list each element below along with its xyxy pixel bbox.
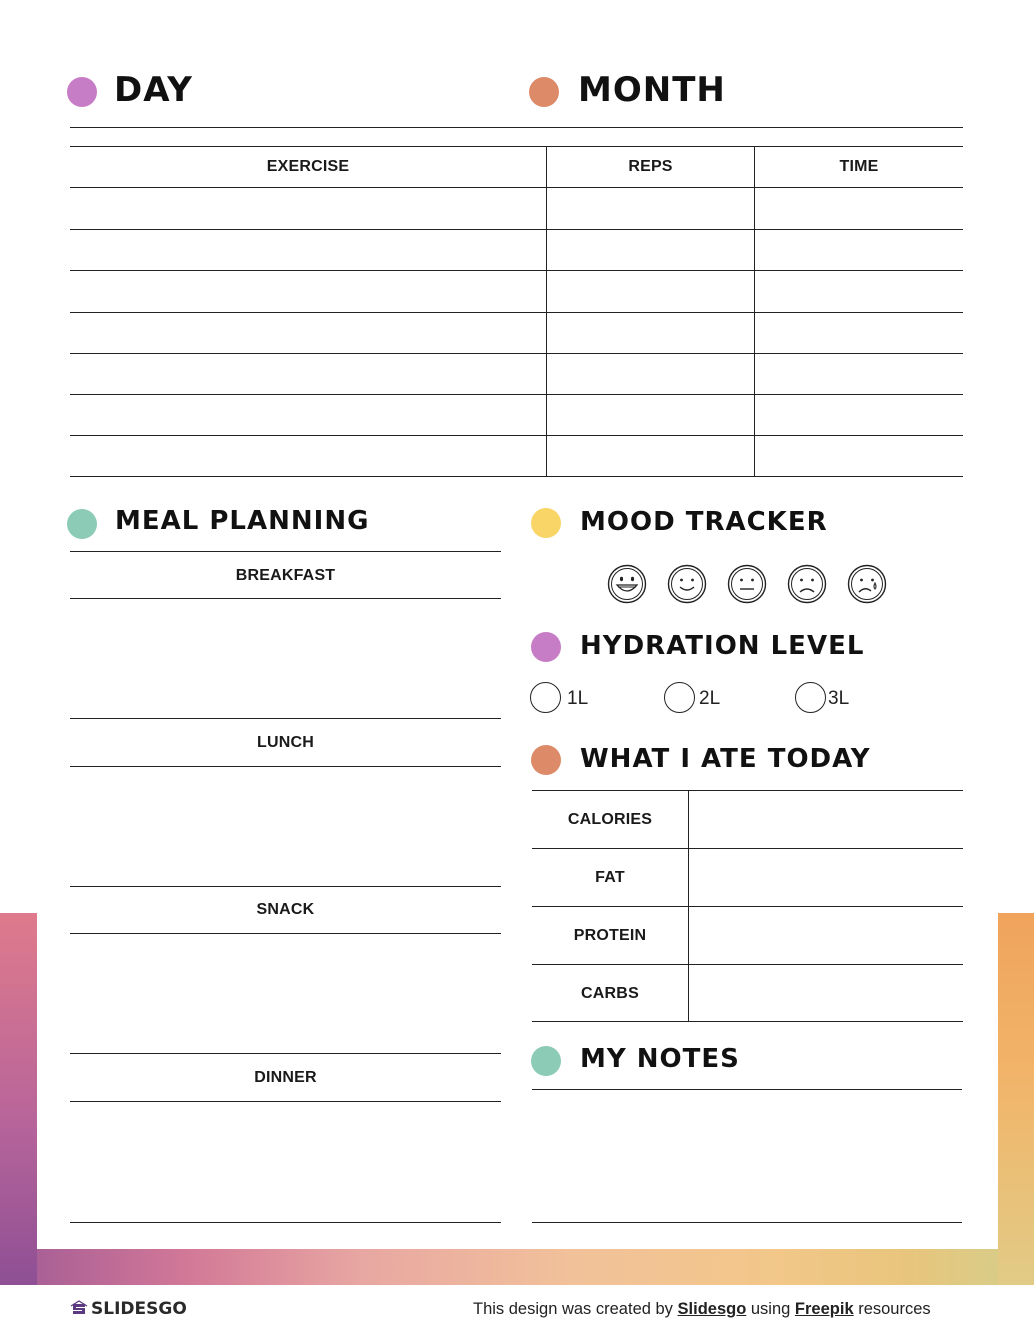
slidesgo-brand: SLIDESGO: [91, 1299, 187, 1319]
hydration-2l-label: 2L: [699, 688, 721, 709]
protein-label: PROTEIN: [573, 927, 647, 944]
credit-middle: using: [746, 1300, 795, 1318]
meal-line: [70, 598, 501, 599]
table-row[interactable]: [70, 312, 963, 313]
credit-suffix: resources: [853, 1300, 931, 1318]
what-i-ate-heading: WHAT I ATE TODAY: [580, 744, 871, 774]
hydration-heading: HYDRATION LEVEL: [580, 631, 865, 661]
date-line: [70, 127, 963, 128]
meal-planning-heading: MEAL PLANNING: [115, 506, 370, 536]
gradient-frame-right: [998, 913, 1034, 1285]
sad-face-icon[interactable]: [787, 564, 827, 604]
time-column-header: TIME: [839, 158, 879, 175]
exercise-column-header: EXERCISE: [266, 158, 350, 175]
notes-area[interactable]: [532, 1222, 962, 1223]
reps-column-header: REPS: [628, 158, 673, 175]
meal-line: [70, 551, 501, 552]
notes-top-line: [532, 1089, 962, 1090]
day-dot: [67, 77, 97, 107]
lunch-area[interactable]: [70, 886, 501, 887]
meal-line: [70, 766, 501, 767]
day-heading: DAY: [114, 70, 193, 110]
smiling-face-icon[interactable]: [667, 564, 707, 604]
table-row[interactable]: [70, 353, 963, 354]
carbs-label: CARBS: [581, 985, 639, 1002]
hydration-1l-label: 1L: [567, 688, 589, 709]
breakfast-area[interactable]: [70, 718, 501, 719]
fat-label: FAT: [595, 869, 625, 886]
hydration-3l-radio[interactable]: [795, 682, 826, 713]
month-dot: [529, 77, 559, 107]
table-row[interactable]: [70, 435, 963, 436]
snack-label: SNACK: [256, 901, 315, 918]
meal-line: [70, 933, 501, 934]
hydration-3l-label: 3L: [828, 688, 850, 709]
what-i-ate-dot: [531, 745, 561, 775]
neutral-face-icon[interactable]: [727, 564, 767, 604]
table-header-line: [70, 187, 963, 188]
table-row[interactable]: [70, 394, 963, 395]
gradient-frame-left: [0, 913, 37, 1285]
meal-line: [70, 1101, 501, 1102]
breakfast-label: BREAKFAST: [235, 567, 336, 584]
dinner-area[interactable]: [70, 1222, 501, 1223]
nutrition-line: [532, 790, 963, 791]
slidesgo-logo-icon: [70, 1300, 88, 1318]
table-row[interactable]: [532, 848, 963, 849]
hydration-2l-radio[interactable]: [664, 682, 695, 713]
hydration-1l-radio[interactable]: [530, 682, 561, 713]
table-row[interactable]: [70, 270, 963, 271]
calories-label: CALORIES: [567, 811, 653, 828]
snack-area[interactable]: [70, 1053, 501, 1054]
table-row[interactable]: [532, 964, 963, 965]
meal-planning-dot: [67, 509, 97, 539]
mood-tracker-dot: [531, 508, 561, 538]
crying-face-icon[interactable]: [847, 564, 887, 604]
my-notes-heading: MY NOTES: [580, 1044, 740, 1074]
dinner-label: DINNER: [254, 1069, 317, 1086]
lunch-label: LUNCH: [257, 734, 314, 751]
table-row[interactable]: [532, 906, 963, 907]
table-top-line: [70, 146, 963, 147]
hydration-dot: [531, 632, 561, 662]
freepik-link[interactable]: Freepik: [794, 1300, 854, 1318]
grinning-face-icon[interactable]: [607, 564, 647, 604]
month-heading: MONTH: [578, 70, 726, 110]
mood-tracker-heading: MOOD TRACKER: [580, 507, 828, 537]
table-row[interactable]: [532, 1021, 963, 1022]
credit-prefix: This design was created by: [473, 1300, 678, 1318]
table-row[interactable]: [70, 476, 963, 477]
slidesgo-link[interactable]: Slidesgo: [677, 1300, 747, 1318]
table-row[interactable]: [70, 229, 963, 230]
my-notes-dot: [531, 1046, 561, 1076]
footer-credit: [473, 1300, 931, 1319]
